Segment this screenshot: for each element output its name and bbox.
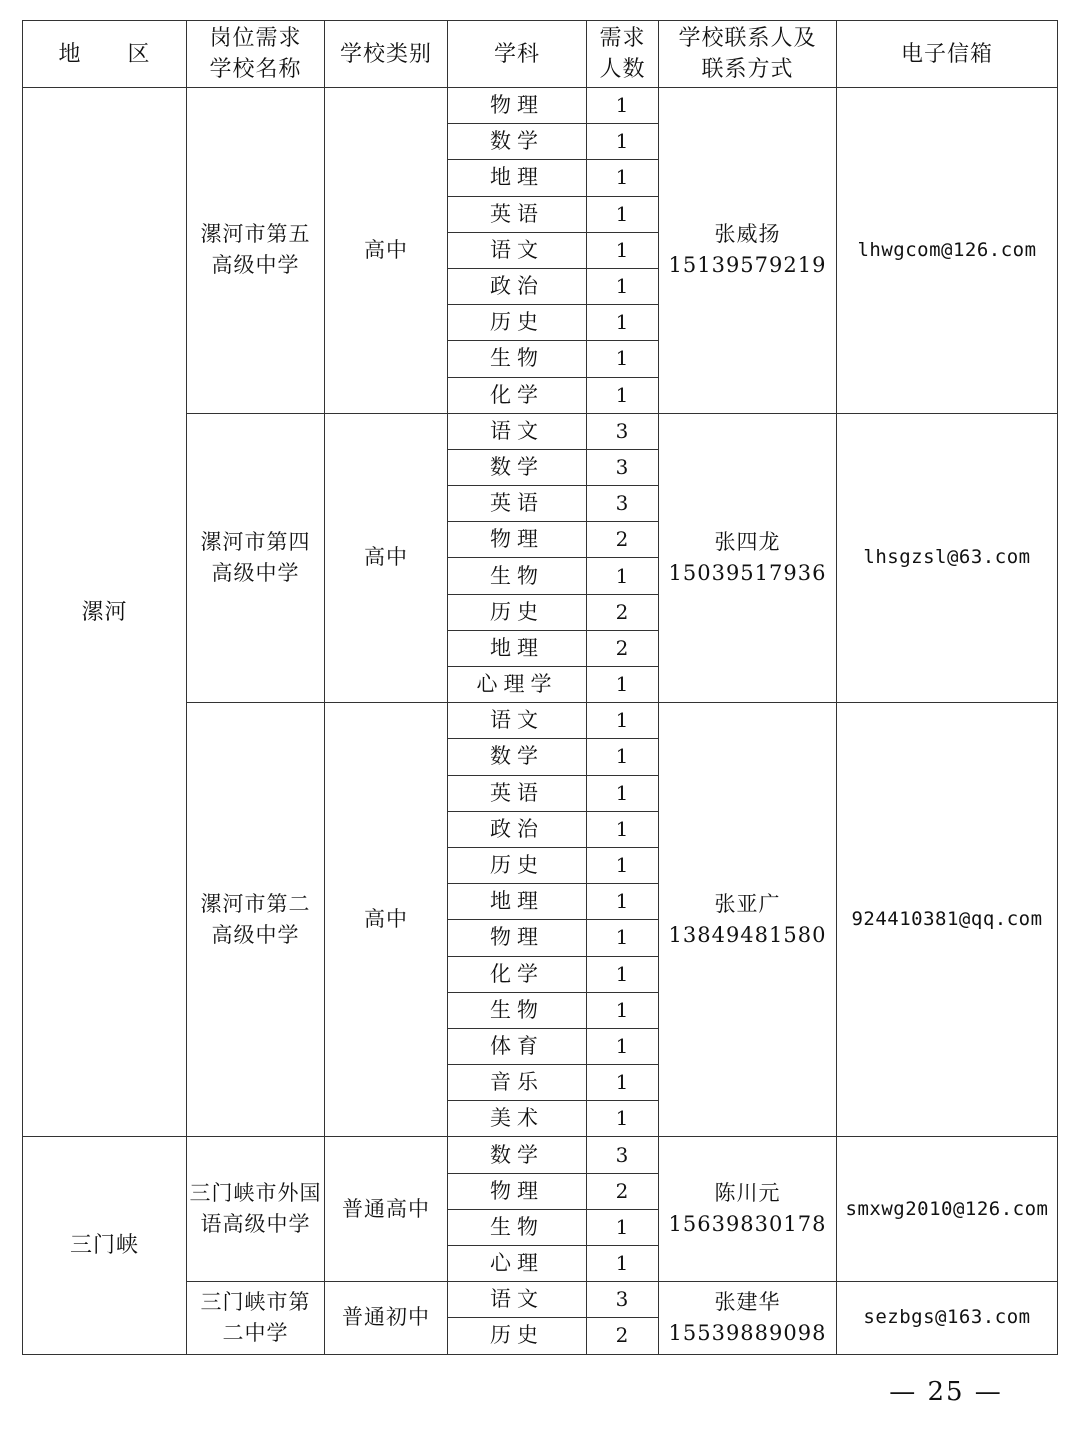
subject-cell: 政治 (448, 268, 587, 304)
subject-cell: 生物 (448, 558, 587, 594)
school-name-cell (187, 1137, 325, 1282)
contact-cell (659, 413, 837, 703)
subject-cell: 生物 (448, 1209, 587, 1245)
subject-cell: 地理 (448, 884, 587, 920)
header-contact (659, 21, 837, 88)
subject-cell: 语文 (448, 413, 587, 449)
subject-cell: 历史 (448, 305, 587, 341)
count-cell: 1 (587, 1246, 659, 1282)
subject-cell: 历史 (448, 847, 587, 883)
table-row (23, 88, 1058, 124)
subject-cell: 英语 (448, 196, 587, 232)
school-name-line: 三门峡市外国 (189, 1181, 322, 1206)
subject-cell: 语文 (448, 232, 587, 268)
subject-cell: 政治 (448, 811, 587, 847)
count-cell: 3 (587, 413, 659, 449)
subject-cell: 音乐 (448, 1065, 587, 1101)
contact-phone: 15039517936 (668, 560, 827, 585)
contact-phone: 15639830178 (668, 1212, 827, 1237)
school-name-line: 三门峡市第 (200, 1289, 311, 1314)
email-cell: sezbgs@163.com (837, 1282, 1058, 1354)
count-cell: 2 (587, 630, 659, 666)
header-count (587, 21, 659, 88)
school-name-cell (187, 703, 325, 1137)
email-cell: smxwg2010@126.com (837, 1137, 1058, 1282)
count-cell: 2 (587, 1318, 659, 1354)
contact-cell (659, 1137, 837, 1282)
recruitment-table (22, 20, 1058, 1355)
subject-cell: 物理 (448, 88, 587, 124)
header-school-type: 学校类别 (325, 21, 448, 88)
subject-cell: 数学 (448, 739, 587, 775)
school-name-cell (187, 413, 325, 703)
count-cell: 1 (587, 88, 659, 124)
subject-cell: 物理 (448, 1173, 587, 1209)
header-school-name-line: 学校名称 (209, 57, 302, 82)
school-name-line: 漯河市第二 (200, 891, 311, 916)
contact-phone: 15539889098 (668, 1320, 827, 1345)
school-name-cell (187, 1282, 325, 1354)
header-region: 地 区 (23, 21, 187, 88)
contact-phone: 13849481580 (668, 922, 827, 947)
school-type-cell: 普通高中 (325, 1137, 448, 1282)
school-type-cell: 高中 (325, 413, 448, 703)
subject-cell: 语文 (448, 703, 587, 739)
school-name-cell (187, 88, 325, 414)
email-cell: lhwgcom@126.com (837, 88, 1058, 414)
header-contact-line: 联系方式 (701, 57, 794, 82)
subject-cell: 英语 (448, 486, 587, 522)
school-type-cell: 高中 (325, 88, 448, 414)
subject-cell: 体育 (448, 1028, 587, 1064)
count-cell: 3 (587, 1137, 659, 1173)
contact-cell (659, 703, 837, 1137)
header-subject: 学科 (448, 21, 587, 88)
count-cell: 2 (587, 594, 659, 630)
contact-cell (659, 1282, 837, 1354)
email-cell: 924410381@qq.com (837, 703, 1058, 1137)
count-cell: 1 (587, 377, 659, 413)
subject-cell: 美术 (448, 1101, 587, 1137)
region-cell: 漯河 (23, 88, 187, 1137)
school-type-cell: 高中 (325, 703, 448, 1137)
header-contact-line: 学校联系人及 (678, 26, 817, 51)
count-cell: 1 (587, 956, 659, 992)
table-body (23, 21, 1058, 1355)
count-cell: 1 (587, 920, 659, 956)
count-cell: 1 (587, 847, 659, 883)
contact-name: 张亚广 (714, 891, 781, 916)
count-cell: 1 (587, 1028, 659, 1064)
count-cell: 1 (587, 884, 659, 920)
count-cell: 1 (587, 811, 659, 847)
subject-cell: 数学 (448, 124, 587, 160)
count-cell: 1 (587, 268, 659, 304)
header-email: 电子信箱 (837, 21, 1058, 88)
header-school-name (187, 21, 325, 88)
count-cell: 1 (587, 305, 659, 341)
subject-cell: 数学 (448, 1137, 587, 1173)
subject-cell: 生物 (448, 992, 587, 1028)
subject-cell: 心理学 (448, 667, 587, 703)
school-name-line: 漯河市第五 (200, 222, 311, 247)
count-cell: 3 (587, 486, 659, 522)
count-cell: 1 (587, 341, 659, 377)
contact-name: 张威扬 (714, 222, 781, 247)
contact-name: 陈川元 (714, 1181, 781, 1206)
count-cell: 1 (587, 739, 659, 775)
contact-name: 张四龙 (714, 529, 781, 554)
contact-name: 张建华 (714, 1289, 781, 1314)
subject-cell: 地理 (448, 160, 587, 196)
subject-cell: 化学 (448, 377, 587, 413)
contact-cell (659, 88, 837, 414)
count-cell: 3 (587, 1282, 659, 1318)
school-name-line: 高级中学 (211, 560, 300, 585)
subject-cell: 语文 (448, 1282, 587, 1318)
contact-phone: 15139579219 (668, 253, 827, 278)
count-cell: 1 (587, 1101, 659, 1137)
count-cell: 1 (587, 196, 659, 232)
count-cell: 1 (587, 160, 659, 196)
count-cell: 1 (587, 1209, 659, 1245)
school-name-line: 二中学 (222, 1320, 289, 1345)
count-cell: 1 (587, 558, 659, 594)
subject-cell: 历史 (448, 1318, 587, 1354)
count-cell: 1 (587, 667, 659, 703)
count-cell: 1 (587, 703, 659, 739)
subject-cell: 英语 (448, 775, 587, 811)
subject-cell: 物理 (448, 522, 587, 558)
subject-cell: 生物 (448, 341, 587, 377)
region-cell: 三门峡 (23, 1137, 187, 1354)
count-cell: 1 (587, 775, 659, 811)
table-row (23, 1137, 1058, 1173)
subject-cell: 心理 (448, 1246, 587, 1282)
school-type-cell: 普通初中 (325, 1282, 448, 1354)
header-row (23, 21, 1058, 88)
subject-cell: 数学 (448, 449, 587, 485)
school-name-line: 漯河市第四 (200, 529, 311, 554)
school-name-line: 高级中学 (211, 253, 300, 278)
count-cell: 2 (587, 522, 659, 558)
page-number: — 25 — (889, 1377, 1003, 1407)
school-name-line: 高级中学 (211, 922, 300, 947)
count-cell: 1 (587, 992, 659, 1028)
subject-cell: 地理 (448, 630, 587, 666)
email-cell: lhsgzsl@63.com (837, 413, 1058, 703)
subject-cell: 化学 (448, 956, 587, 992)
count-cell: 1 (587, 1065, 659, 1101)
header-count-line: 人数 (599, 57, 646, 82)
count-cell: 3 (587, 449, 659, 485)
count-cell: 1 (587, 124, 659, 160)
subject-cell: 历史 (448, 594, 587, 630)
count-cell: 1 (587, 232, 659, 268)
subject-cell: 物理 (448, 920, 587, 956)
school-name-line: 语高级中学 (200, 1212, 311, 1237)
header-school-name-line: 岗位需求 (209, 26, 302, 51)
count-cell: 2 (587, 1173, 659, 1209)
header-count-line: 需求 (599, 26, 646, 51)
